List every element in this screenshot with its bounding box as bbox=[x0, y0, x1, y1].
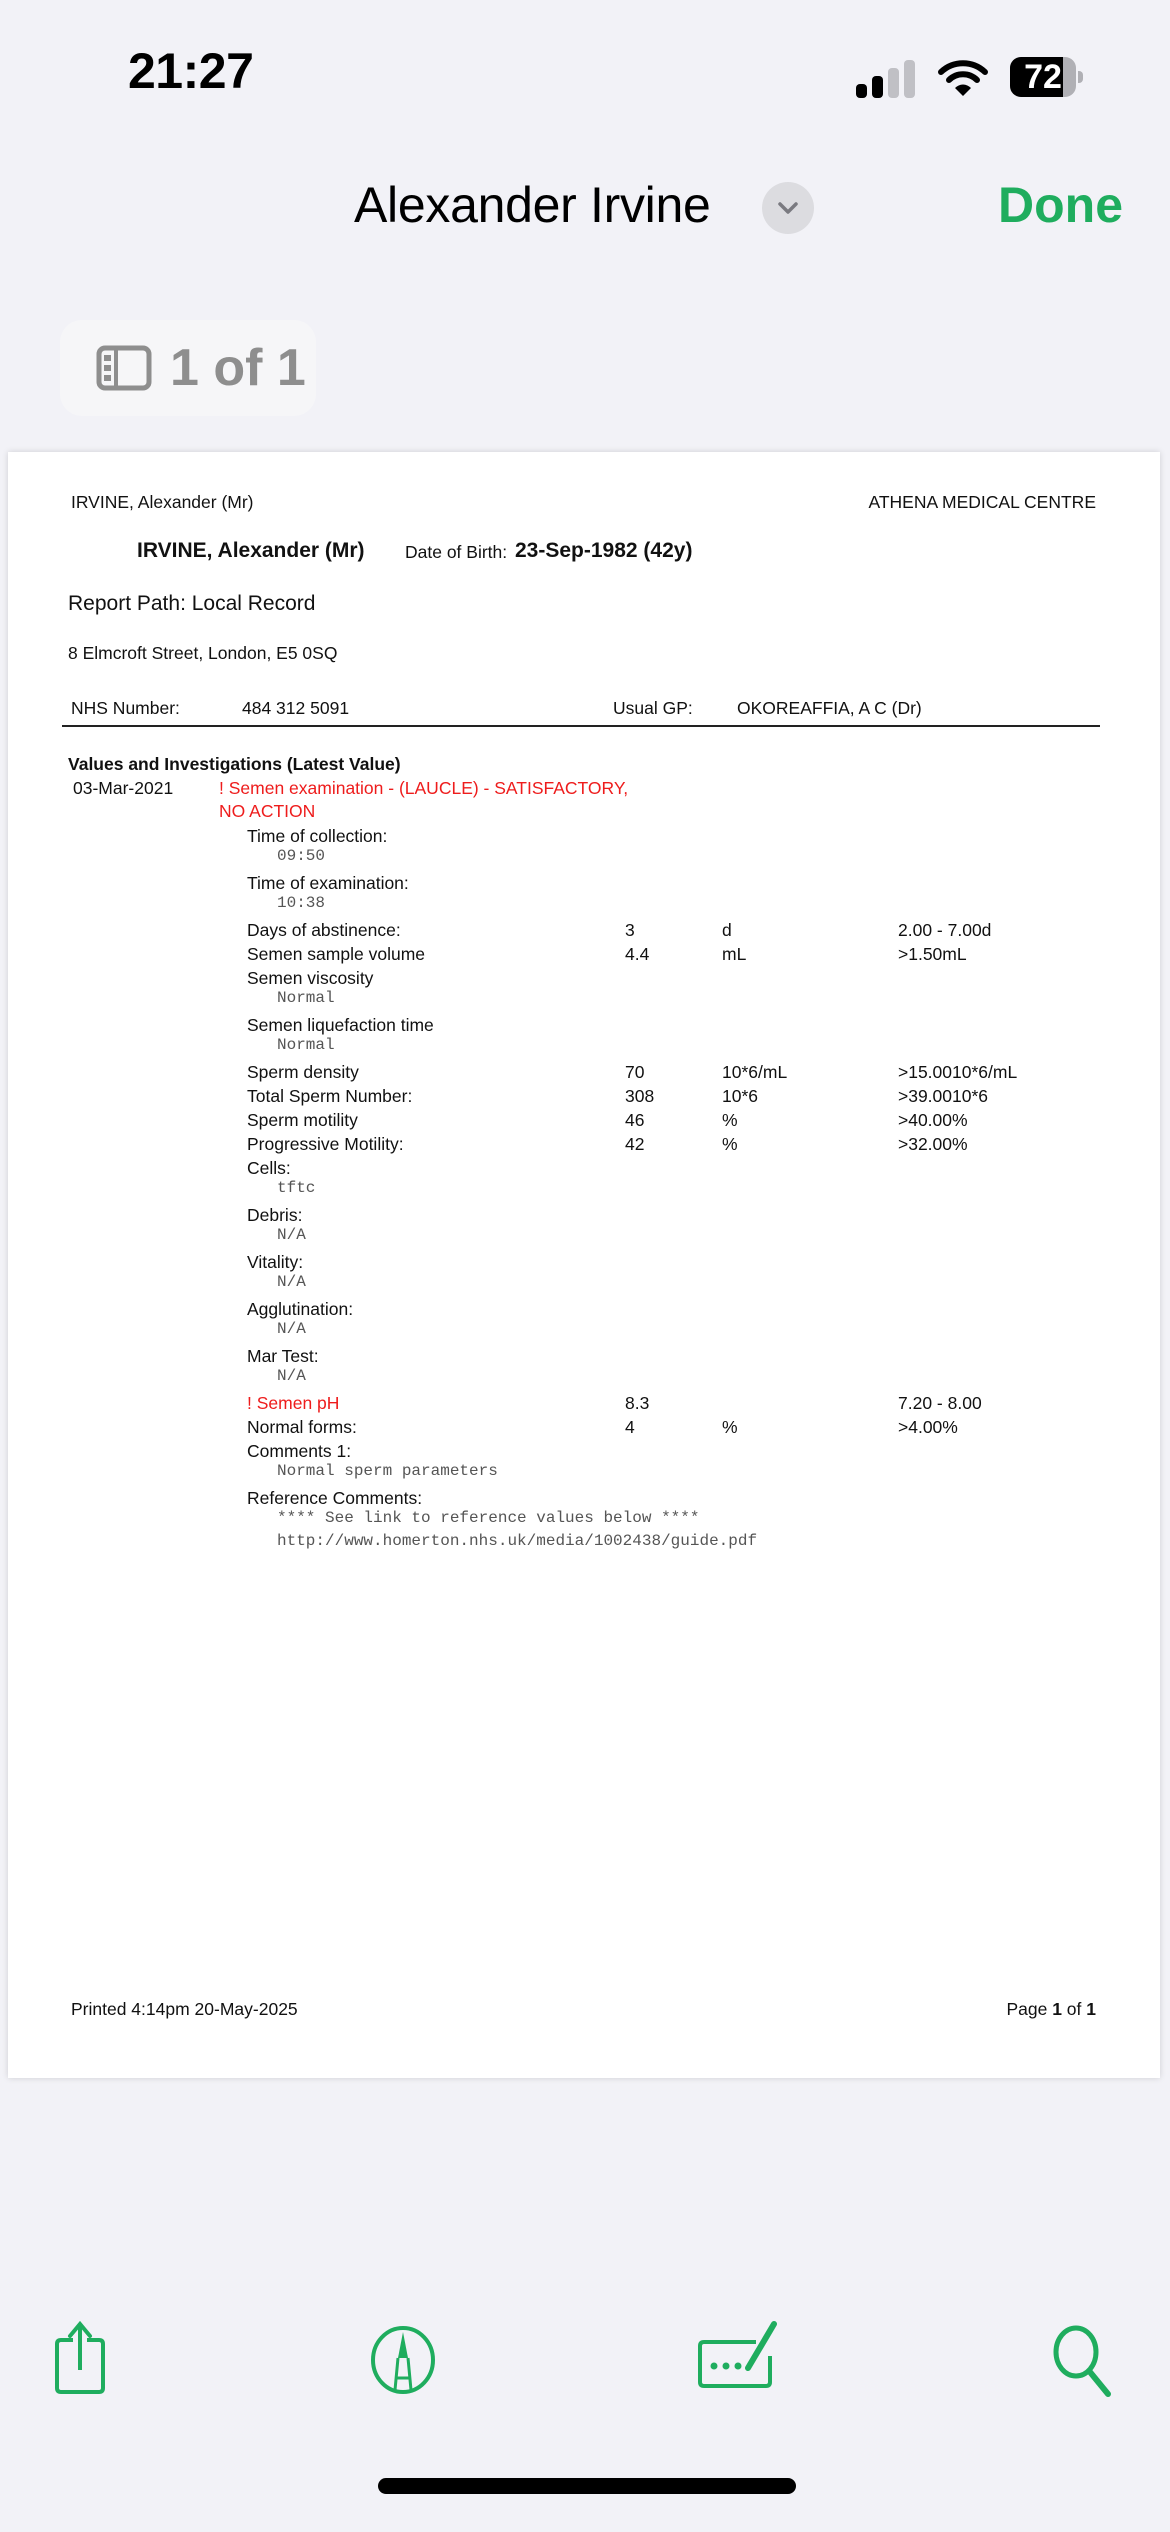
fill-and-sign-button[interactable] bbox=[696, 2318, 796, 2398]
result-unit: 10*6/mL bbox=[722, 1062, 788, 1082]
header-patient: IRVINE, Alexander (Mr) bbox=[71, 492, 254, 512]
result-label: ! Semen pH bbox=[247, 1393, 340, 1413]
result-range: >32.00% bbox=[898, 1134, 968, 1154]
result-subvalue: Normal bbox=[277, 989, 335, 1007]
sidebar-icon bbox=[96, 345, 152, 391]
done-button[interactable]: Done bbox=[998, 177, 1123, 233]
result-label: Semen viscosity bbox=[247, 968, 374, 988]
result-label: Reference Comments: bbox=[247, 1488, 423, 1508]
footer-page-of: of bbox=[1061, 1999, 1087, 2019]
exam-title-cont: NO ACTION bbox=[219, 801, 316, 821]
result-subvalue: **** See link to reference values below **** bbox=[277, 1509, 700, 1527]
result-label: Progressive Motility: bbox=[247, 1134, 404, 1154]
battery-percent: 72 bbox=[1024, 58, 1062, 96]
share-icon bbox=[49, 2318, 119, 2398]
result-subvalue: 09:50 bbox=[277, 847, 326, 865]
patient-name: IRVINE, Alexander (Mr) bbox=[137, 539, 365, 562]
footer-page-total: 1 bbox=[1086, 1999, 1096, 2019]
page-thumbnails-button[interactable] bbox=[60, 320, 316, 416]
nhs-label: NHS Number: bbox=[71, 698, 180, 718]
wifi-icon bbox=[938, 58, 988, 98]
result-unit: % bbox=[722, 1134, 738, 1154]
share-button[interactable] bbox=[49, 2318, 119, 2398]
document-page bbox=[8, 452, 1160, 2078]
result-value: 4.4 bbox=[625, 944, 650, 964]
result-label: Agglutination: bbox=[247, 1299, 354, 1319]
result-range: >40.00% bbox=[898, 1110, 968, 1130]
result-subvalue: Normal bbox=[277, 1036, 335, 1054]
cellular-signal-icon bbox=[856, 58, 918, 98]
result-value: 4 bbox=[625, 1417, 635, 1437]
result-range: 7.20 - 8.00 bbox=[898, 1393, 982, 1413]
result-label: Normal forms: bbox=[247, 1417, 357, 1437]
gp-value: OKOREAFFIA, A C (Dr) bbox=[737, 698, 922, 718]
result-label: Debris: bbox=[247, 1205, 303, 1225]
result-value: 46 bbox=[625, 1110, 645, 1130]
footer-page-num: 1 bbox=[1052, 1999, 1062, 2019]
chevron-down-icon bbox=[762, 182, 814, 234]
result-range: >39.0010*6 bbox=[898, 1086, 989, 1106]
home-indicator[interactable] bbox=[378, 2478, 796, 2494]
result-label: Vitality: bbox=[247, 1252, 304, 1272]
result-range: 2.00 - 7.00d bbox=[898, 920, 992, 940]
document-title[interactable]: Alexander Irvine bbox=[354, 177, 711, 233]
exam-title: ! Semen examination - (LAUCLE) - SATISFACTORY, bbox=[219, 778, 629, 798]
result-unit: d bbox=[722, 920, 732, 940]
section-title: Values and Investigations (Latest Value) bbox=[68, 754, 401, 774]
result-label: Semen sample volume bbox=[247, 944, 425, 964]
result-subvalue: N/A bbox=[277, 1367, 306, 1385]
result-range: >4.00% bbox=[898, 1417, 958, 1437]
result-label: Sperm motility bbox=[247, 1110, 358, 1130]
result-range: >15.0010*6/mL bbox=[898, 1062, 1018, 1082]
page-indicator: 1 of 1 bbox=[170, 339, 306, 397]
exam-date: 03-Mar-2021 bbox=[73, 778, 174, 798]
result-range: >1.50mL bbox=[898, 944, 967, 964]
result-subvalue: 10:38 bbox=[277, 894, 326, 912]
result-label: Cells: bbox=[247, 1158, 291, 1178]
gp-label: Usual GP: bbox=[613, 698, 693, 718]
markup-icon bbox=[368, 2318, 438, 2398]
result-label: Comments 1: bbox=[247, 1441, 352, 1461]
signature-icon bbox=[696, 2318, 796, 2398]
search-button[interactable] bbox=[1048, 2318, 1118, 2398]
result-value: 42 bbox=[625, 1134, 645, 1154]
header-practice: ATHENA MEDICAL CENTRE bbox=[868, 492, 1096, 512]
nhs-number: 484 312 5091 bbox=[242, 698, 350, 718]
result-unit: % bbox=[722, 1110, 738, 1130]
result-label: Semen liquefaction time bbox=[247, 1015, 434, 1035]
reference-link[interactable]: http://www.homerton.nhs.uk/media/1002438/guide.pdf bbox=[277, 1532, 758, 1550]
title-menu-button[interactable] bbox=[762, 182, 814, 234]
footer-page bbox=[1006, 1998, 1096, 2020]
result-label: Days of abstinence: bbox=[247, 920, 401, 940]
patient-address: 8 Elmcroft Street, London, E5 0SQ bbox=[68, 643, 338, 663]
header-divider bbox=[62, 725, 1100, 727]
result-value: 70 bbox=[625, 1062, 645, 1082]
dob-value: 23-Sep-1982 (42y) bbox=[515, 539, 693, 562]
result-subvalue: Normal sperm parameters bbox=[277, 1462, 498, 1480]
markup-button[interactable] bbox=[368, 2318, 438, 2398]
result-value: 308 bbox=[625, 1086, 655, 1106]
result-value: 8.3 bbox=[625, 1393, 650, 1413]
dob-label: Date of Birth: bbox=[405, 542, 508, 562]
result-subvalue: tftc bbox=[277, 1179, 316, 1197]
result-label: Sperm density bbox=[247, 1062, 359, 1082]
report-path: Report Path: Local Record bbox=[68, 592, 316, 615]
result-subvalue: N/A bbox=[277, 1320, 306, 1338]
result-label: Mar Test: bbox=[247, 1346, 319, 1366]
footer-printed: Printed 4:14pm 20-May-2025 bbox=[71, 1999, 298, 2019]
result-unit: % bbox=[722, 1417, 738, 1437]
battery-icon bbox=[1010, 57, 1080, 97]
footer-page-prefix: Page bbox=[1006, 1999, 1053, 2019]
result-unit: mL bbox=[722, 944, 747, 964]
status-time: 21:27 bbox=[128, 43, 254, 99]
result-subvalue: N/A bbox=[277, 1273, 306, 1291]
result-label: Time of collection: bbox=[247, 826, 388, 846]
result-label: Total Sperm Number: bbox=[247, 1086, 413, 1106]
result-label: Time of examination: bbox=[247, 873, 409, 893]
result-unit: 10*6 bbox=[722, 1086, 759, 1106]
result-value: 3 bbox=[625, 920, 635, 940]
result-subvalue: N/A bbox=[277, 1226, 306, 1244]
search-icon bbox=[1048, 2318, 1118, 2398]
